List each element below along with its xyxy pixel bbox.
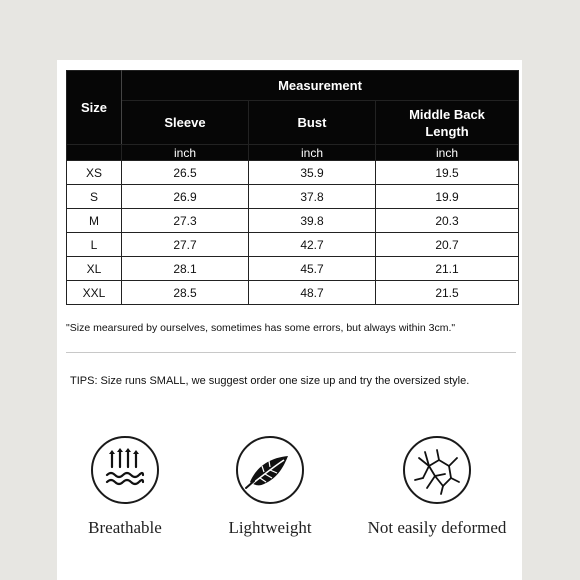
table-row	[67, 233, 519, 257]
bust-cell: 48.7	[249, 281, 376, 305]
table-row	[67, 281, 519, 305]
back-length-cell: 20.7	[376, 233, 519, 257]
sleeve-cell: 27.7	[122, 233, 249, 257]
measurement-note: "Size mearsured by ourselves, sometimes has some errors, but always within 3cm."	[66, 322, 456, 334]
table-row	[67, 209, 519, 233]
back-length-cell: 21.5	[376, 281, 519, 305]
table-row	[67, 161, 519, 185]
sleeve-column-header: Sleeve	[122, 101, 249, 145]
feature-label: Breathable	[88, 518, 162, 537]
measurement-group-header: Measurement	[122, 71, 519, 101]
feature-not-deformed	[357, 436, 517, 538]
bust-cell: 42.7	[249, 233, 376, 257]
size-cell: XXL	[67, 281, 122, 305]
size-cell: XL	[67, 257, 122, 281]
back-length-label: Middle Back Length	[409, 106, 485, 139]
bust-cell: 39.8	[249, 209, 376, 233]
sizing-tips: TIPS: Size runs SMALL, we suggest order one size up and try the oversized style.	[70, 375, 470, 387]
size-chart-table	[66, 70, 519, 305]
feature-label: Lightweight	[228, 518, 312, 537]
divider	[66, 352, 516, 353]
sleeve-cell: 26.5	[122, 161, 249, 185]
table-row	[67, 185, 519, 209]
table-row	[67, 257, 519, 281]
back-length-cell: 20.3	[376, 209, 519, 233]
bust-column-header: Bust	[249, 101, 376, 145]
breathable-icon	[91, 436, 159, 504]
sleeve-cell: 27.3	[122, 209, 249, 233]
back-length-cell: 21.1	[376, 257, 519, 281]
size-cell: M	[67, 209, 122, 233]
feature-breathable	[55, 436, 195, 538]
sleeve-unit: inch	[122, 145, 249, 161]
back-length-cell: 19.9	[376, 185, 519, 209]
bust-cell: 37.8	[249, 185, 376, 209]
sleeve-cell: 26.9	[122, 185, 249, 209]
size-column-header: Size	[67, 71, 122, 145]
back-length-cell: 19.5	[376, 161, 519, 185]
bust-cell: 35.9	[249, 161, 376, 185]
back-length-column-header	[376, 101, 519, 145]
fiber-mesh-icon	[403, 436, 471, 504]
sleeve-cell: 28.5	[122, 281, 249, 305]
size-cell: S	[67, 185, 122, 209]
size-unit-cell	[67, 145, 122, 161]
bust-cell: 45.7	[249, 257, 376, 281]
feature-lightweight	[200, 436, 340, 538]
sleeve-cell: 28.1	[122, 257, 249, 281]
size-cell: XS	[67, 161, 122, 185]
feature-label: Not easily deformed	[367, 518, 507, 537]
size-cell: L	[67, 233, 122, 257]
bust-unit: inch	[249, 145, 376, 161]
feather-icon	[236, 436, 304, 504]
back-length-unit: inch	[376, 145, 519, 161]
